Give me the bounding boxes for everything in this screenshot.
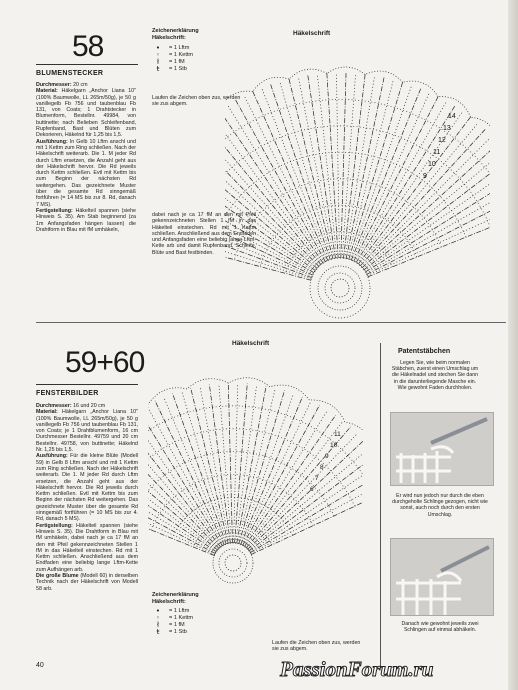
stitch-ray: [225, 156, 316, 270]
stitch-ray: [242, 401, 311, 545]
round-arc: [234, 179, 441, 260]
legend-note-58: Laufen die Zeichen oben zus, werden sie zus abgem.: [152, 95, 241, 108]
stitch-ray: [227, 105, 324, 263]
stitch-ray: [244, 415, 335, 546]
stitch-ray: [244, 96, 326, 262]
sidebar-divider: [380, 343, 381, 668]
double-crochet-icon: ŧ: [156, 65, 160, 73]
stitch-ray: [225, 232, 311, 280]
round-number: 11: [334, 431, 341, 438]
stitch-ray: [345, 76, 375, 259]
paragraph-material: Material: Häkelgarn „Anchor Liana 10" (100% Baumwolle, LL 265m/50g), je 50 g vanillegelb Fb 756 und taubenblau Fb 131, von Coats; je 1 Drahtblumenform, 16 cm Durchmesser Bestellnr. 49759 und 20 cm Bestellnr. 49758, von buttinette; Häkelnd Nr. 1,25 bis 1,5.: [36, 409, 138, 454]
stitch-ray: [240, 393, 294, 544]
paragraph-material: Material: Häkelgarn „Anchor Liana 10" (100% Baumwolle, LL 265m/50g), je 50 g vanillegelb Fb 756 und taubenblau Fb 131, von Coats; 1 Drahtstecker in Blumenform, Bestellnr. 49984, von buttinette; nach Belieben Schleifenband, Rupfenband, Bast und Blüten zum Dekorieren, Häkelnd für 1,25 bis 1,5.: [36, 88, 136, 139]
paragraph-finishing: Fertigstellung: Häkelteil spannen (siehe Hinweis S. 35). Am Stab beginnend (za 1m Anfangsfaden hängen lassen) die Drahtform in Blau mit fM umhäkeln,: [36, 207, 136, 233]
stitch-ray: [155, 401, 224, 545]
stitch-ray: [148, 496, 214, 556]
stitch-ray: [341, 73, 346, 258]
stitch-ray: [209, 385, 230, 544]
legend-row: ŧ = 1 Stb: [152, 66, 252, 73]
stitch-ray: [248, 447, 363, 550]
paragraph-execution: Ausführung: In Gelb 10 Lftm anschl und mit 1 Kettm zum Ring schließen. Nach der Häkelschrift weiterarb. Die 1. M jeder Rd durch Lftm ersetzen, die Anzahl geht aus der Häkelschrift hervor. Die Rd jeweils durch Kettm schließen. Evtl mit Kettm bis zum Beginn der nächsten Rd weitergehen. Das gezeichnete Muster über die gesamte Rd sinngemäß fortführen (= 14 MS bis zur 8. Rd, danach 7 MS).: [36, 138, 136, 208]
chain-scallop: [345, 422, 363, 452]
stitch-ray: [289, 79, 333, 259]
round-number: 6: [310, 486, 314, 493]
chain-scallop: [253, 77, 289, 91]
legend-heading: Zeichenerklärung: [152, 28, 199, 34]
chart-label-58: Häkelschrift: [293, 30, 331, 37]
pattern-title-5960: FENSTERBILDER: [36, 390, 99, 397]
instructions-58-continued: dabei nach je ca 17 fM an den mit Pfeil gekennzeichneten Stellen 1 fM in das Häkelteil einstechen. Rd mit 1 Kettm schließen. Anschließend aus dem Endfaden und Anfangsfaden eine beliebig lange Lftm-Kette arb und damit Rupfenband, Schleife, Blüte und Bast festbinden.: [152, 212, 256, 256]
paragraph-execution: Ausführung: Für die kleine Blüte (Modell 59) in Gelb 8 Lftm anschl und mit 1 Kettm zum Ring schließen. Nach der Häkelschrift weiterarb. Die 1. M jeder Rd durch Lftm ersetzen, die Anzahl geht aus der Häkelschrift hervor. Die Rd jeweils durch Kettm schließen. Evtl mit Kettm bis zum Beginn der nächsten Rd weitergehen. Das gezeichnete Muster über die gesamte Rd sinngemäß fortführen (= 10 MS bis zur 4. Rd, danach 5 MS).: [36, 453, 138, 523]
legend-row: ŧ = 1 Stb: [152, 629, 252, 636]
stitch-ray: [239, 391, 285, 544]
stitch-ray: [280, 82, 332, 260]
round-number: 11: [433, 149, 441, 156]
round-number: 9: [423, 173, 427, 180]
page-spine: [508, 0, 518, 690]
pattern-number-58: 58: [72, 30, 104, 63]
paragraph-finishing: Fertigstellung: Häkelteil spannen (siehe Hinweis S. 35). Die Drahtform in Blau mit fM umhäkeln, dabei nach je ca 17 fM an den mit Pfeil gekennzeichneten Stellen 1 fM in das Häkelteil einstechen. Rd mit 1 Kettm schließen. Anschließend aus dem Endfaden eine beliebig lange Lftm-Kette zum Aufhängen arb.: [36, 522, 138, 573]
page-number: 40: [36, 662, 44, 669]
stitch-ray: [355, 101, 447, 262]
stitch-ray: [250, 470, 363, 553]
legend-row: • = 1 Lftm: [152, 608, 252, 615]
stitch-ray: [225, 110, 323, 263]
chain-scallop: [148, 388, 187, 404]
round-number: 12: [438, 137, 446, 144]
stitch-ray: [225, 171, 315, 271]
double-crochet-icon: ŧ: [156, 628, 160, 636]
crochet-chart-5960: [148, 348, 363, 593]
stitch-ray: [365, 173, 490, 272]
stitch-ray: [148, 440, 218, 549]
stitch-ray: [352, 92, 429, 260]
legend-row: ł = 1 fM: [152, 59, 252, 66]
section-divider: [36, 322, 506, 323]
crochet-hook-photo: [391, 413, 493, 485]
stitch-ray: [359, 123, 478, 265]
legend-subheading: Häkelschrift:: [152, 599, 186, 605]
chain-stitch-icon: •: [155, 44, 161, 52]
chain-scallop: [309, 400, 344, 422]
technique-step-2: Er wird nun jedoch nur durch die eben durchgeholte Schlinge gezogen, nicht wie sonst, auch noch durch den ersten Umschlag.: [392, 493, 488, 518]
stitch-ray: [357, 111, 463, 263]
stitch-ray: [225, 141, 318, 267]
single-crochet-icon: ł: [157, 58, 159, 66]
stitch-ray: [191, 388, 229, 544]
legend-note-5960: Laufen die Zeichen oben zus, werden sie zus abgem.: [272, 640, 361, 653]
stitch-ray: [253, 91, 328, 260]
stitch-ray: [228, 383, 232, 543]
slip-stitch-icon: ◦: [155, 614, 161, 622]
stitch-ray: [356, 106, 455, 262]
chain-scallop: [270, 385, 310, 400]
technique-step-1: Legen Sie, wie beim normalen Stäbchen, zuerst einen Umschlag um die Häkelnadel und stechen Sie dann in die darunterliegende Masche ein. Wie gewohnt Faden durchholen.: [391, 360, 479, 391]
legend-5960: [152, 592, 252, 636]
stitch-ray: [225, 116, 322, 264]
round-arc: [148, 429, 355, 513]
stitch-ray: [347, 80, 393, 259]
chain-scallop: [187, 379, 228, 389]
stitch-ray: [271, 84, 331, 259]
stitch-ray: [346, 78, 384, 259]
chain-scallop: [228, 378, 270, 387]
legend-subheading: Häkelschrift:: [152, 35, 186, 41]
chain-scallop: [470, 117, 490, 143]
stitch-ray: [219, 384, 232, 544]
stitch-ray: [200, 386, 229, 543]
stitch-ray: [350, 85, 412, 259]
technique-photo-1: [390, 412, 494, 486]
pattern-title-58: BLUMENSTECKER: [36, 70, 104, 77]
round-number: 7: [315, 475, 319, 482]
instructions-5960: [36, 403, 138, 592]
round-number: 8: [320, 464, 324, 471]
instructions-58: [36, 82, 136, 233]
chain-scallop: [225, 91, 253, 110]
stitch-ray: [148, 447, 218, 550]
stitch-ray: [245, 421, 343, 547]
stitch-ray: [367, 199, 490, 276]
title-rule: [36, 384, 138, 385]
title-rule: [36, 64, 138, 65]
chain-stitch-icon: •: [155, 607, 161, 615]
crochet-chart-58: [225, 38, 490, 323]
round-number: 13: [443, 125, 451, 132]
paragraph-diameter: Durchmesser: 20 cm: [36, 82, 88, 88]
stitch-ray: [308, 75, 336, 258]
paragraph-diameter: Durchmesser: 16 und 20 cm: [36, 403, 106, 409]
legend-row: ł = 1 fM: [152, 622, 252, 629]
stitch-ray: [234, 383, 238, 543]
legend-row: • = 1 Lftm: [152, 45, 252, 52]
stitch-ray: [250, 462, 363, 552]
round-number: 10: [330, 442, 338, 449]
round-number: 14: [448, 113, 456, 120]
stitch-ray: [225, 179, 314, 272]
technique-photo-2: [390, 538, 494, 616]
stitch-ray: [342, 74, 355, 259]
pattern-number-5960: 59+60: [65, 346, 145, 379]
paragraph-large-flower: Die große Blume (Modell 60) in derselben Technik nach der Häkelschrift von Modell 58 arb.: [36, 573, 138, 592]
stitch-ray: [173, 393, 227, 544]
chart-label-5960: Häkelschrift: [232, 340, 270, 347]
stitch-ray: [327, 73, 338, 258]
technique-step-3: Danach wie gewohnt jeweils zwei Schlingen auf einmal abhäkeln.: [401, 621, 479, 634]
round-number: 9: [325, 453, 329, 460]
stitch-ray: [349, 82, 403, 259]
single-crochet-icon: ł: [157, 621, 159, 629]
stitch-ray: [148, 462, 216, 552]
stitch-ray: [148, 478, 215, 553]
stitch-ray: [336, 73, 339, 258]
legend-row: ◦ = 1 Kettm: [152, 615, 252, 622]
crochet-hook-photo: [391, 539, 493, 615]
stitch-ray: [243, 405, 320, 545]
stitch-ray: [236, 385, 257, 544]
stitch-ray: [344, 74, 366, 258]
stitch-ray: [148, 410, 222, 546]
technique-title: Patentstäbchen: [398, 348, 451, 355]
round-number: 10: [428, 161, 436, 168]
legend-row: ◦ = 1 Kettm: [152, 52, 252, 59]
stitch-ray: [262, 88, 329, 260]
site-watermark: PassionForum.ru: [280, 657, 434, 681]
stitch-ray: [225, 134, 319, 266]
slip-stitch-icon: ◦: [155, 51, 161, 59]
stitch-ray: [366, 182, 490, 274]
legend-heading: Zeichenerklärung: [152, 592, 199, 598]
chain-scallop: [365, 71, 402, 82]
